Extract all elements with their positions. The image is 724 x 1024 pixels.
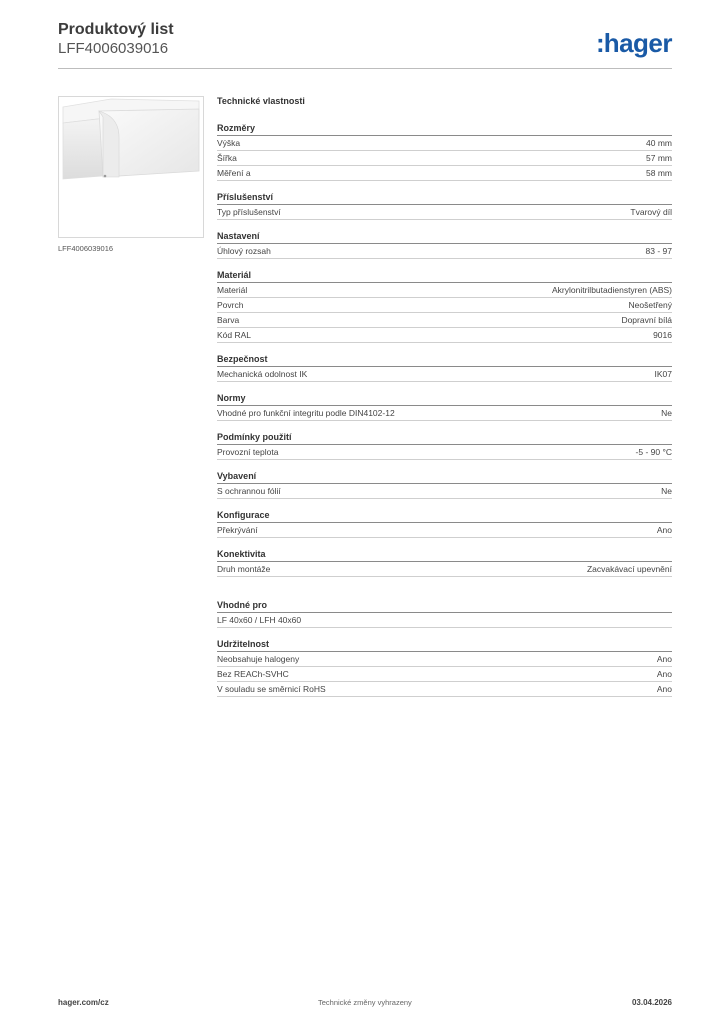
spec-value: 9016 xyxy=(653,330,672,340)
spec-label: Úhlový rozsah xyxy=(217,246,271,256)
section-title: Konektivita xyxy=(217,548,672,562)
logo-text: hager xyxy=(603,28,672,58)
section-title: Podmínky použití xyxy=(217,431,672,445)
section-bezpecnost xyxy=(217,353,672,382)
section-konfigurace xyxy=(217,509,672,538)
logo-prefix: : xyxy=(596,28,604,58)
header-divider xyxy=(58,68,672,69)
spec-label: Kód RAL xyxy=(217,330,252,340)
spec-label: LF 40x60 / LFH 40x60 xyxy=(217,615,302,625)
section-title: Konfigurace xyxy=(217,509,672,523)
spec-label: Typ příslušenství xyxy=(217,207,281,217)
spec-row xyxy=(217,244,672,259)
spec-value: 58 mm xyxy=(646,168,672,178)
spec-label: V souladu se směrnicí RoHS xyxy=(217,684,326,694)
section-normy xyxy=(217,392,672,421)
footer-notice: Technické změny vyhrazeny xyxy=(318,998,412,1007)
spec-label: Materiál xyxy=(217,285,248,295)
spec-row xyxy=(217,562,672,577)
section-vybaveni xyxy=(217,470,672,499)
spec-value: Ne xyxy=(661,486,672,496)
spec-label: Barva xyxy=(217,315,240,325)
spec-label: Mechanická odolnost IK xyxy=(217,369,308,379)
spec-value: Tvarový díl xyxy=(630,207,672,217)
spec-label: Šířka xyxy=(217,153,237,163)
spec-row xyxy=(217,298,672,313)
spec-value: 57 mm xyxy=(646,153,672,163)
section-title: Příslušenství xyxy=(217,191,672,205)
section-title: Vhodné pro xyxy=(217,599,672,613)
spec-row xyxy=(217,484,672,499)
spec-value: Ano xyxy=(656,525,672,535)
product-code: LFF4006039016 xyxy=(58,40,169,57)
spec-label: Povrch xyxy=(217,300,244,310)
section-prislusenstvi xyxy=(217,191,672,220)
spec-row xyxy=(217,136,672,151)
spec-label: Bez REACh-SVHC xyxy=(217,669,289,679)
spec-value: Ano xyxy=(656,684,672,694)
spec-label: Provozní teplota xyxy=(217,447,279,457)
spec-row xyxy=(217,445,672,460)
spec-label: Měření a xyxy=(217,168,251,178)
spec-value: Ano xyxy=(656,669,672,679)
spec-row xyxy=(217,328,672,343)
specs-table xyxy=(217,94,672,707)
spec-value: Dopravní bílá xyxy=(621,315,672,325)
spec-row xyxy=(217,613,672,628)
spec-row xyxy=(217,667,672,682)
spec-value: 40 mm xyxy=(646,138,672,148)
spec-row xyxy=(217,652,672,667)
section-title: Vybavení xyxy=(217,470,672,484)
section-title: Udržitelnost xyxy=(217,638,672,652)
spec-label: Překrývání xyxy=(217,525,258,535)
section-material xyxy=(217,269,672,343)
page-title: Produktový list xyxy=(58,21,174,38)
image-caption: LFF4006039016 xyxy=(58,244,114,253)
section-nastaveni xyxy=(217,230,672,259)
document-header xyxy=(58,20,174,58)
section-konektivita xyxy=(217,548,672,577)
spec-label: S ochrannou fólií xyxy=(217,486,281,496)
spec-row xyxy=(217,283,672,298)
section-title: Normy xyxy=(217,392,672,406)
spec-value: Ano xyxy=(656,654,672,664)
section-title: Bezpečnost xyxy=(217,353,672,367)
spec-row xyxy=(217,151,672,166)
spec-value: Neošetřený xyxy=(628,300,672,310)
spec-label: Druh montáže xyxy=(217,564,271,574)
footer-website[interactable]: hager.com/cz xyxy=(58,998,109,1007)
hager-logo xyxy=(596,28,672,59)
specs-heading: Technické vlastnosti xyxy=(217,96,305,106)
section-podminky-pouziti xyxy=(217,431,672,460)
section-title: Nastavení xyxy=(217,230,672,244)
spec-row xyxy=(217,682,672,697)
section-vhodne-pro xyxy=(217,599,672,628)
section-rozmery xyxy=(217,122,672,181)
spec-value: Zacvakávací upevnění xyxy=(586,564,672,574)
spec-label: Výška xyxy=(217,138,241,148)
spec-row xyxy=(217,313,672,328)
spec-value: Ne xyxy=(661,408,672,418)
section-title: Rozměry xyxy=(217,122,672,136)
corner-piece-illustration xyxy=(59,97,203,237)
spec-label: Vhodné pro funkční integritu podle DIN4102-12 xyxy=(217,408,395,418)
footer-date: 03.04.2026 xyxy=(631,998,672,1007)
spacer xyxy=(217,587,672,599)
spec-row xyxy=(217,523,672,538)
spec-value: 83 - 97 xyxy=(645,246,672,256)
product-image xyxy=(58,96,204,238)
spec-value: -5 - 90 °C xyxy=(635,447,672,457)
spec-label: Neobsahuje halogeny xyxy=(217,654,300,664)
spec-row xyxy=(217,205,672,220)
spec-row xyxy=(217,406,672,421)
section-title: Materiál xyxy=(217,269,672,283)
section-udrzitelnost xyxy=(217,638,672,697)
spec-row xyxy=(217,166,672,181)
spec-value: IK07 xyxy=(654,369,672,379)
spec-row xyxy=(217,367,672,382)
spec-value: Akrylonitrilbutadienstyren (ABS) xyxy=(552,285,672,295)
